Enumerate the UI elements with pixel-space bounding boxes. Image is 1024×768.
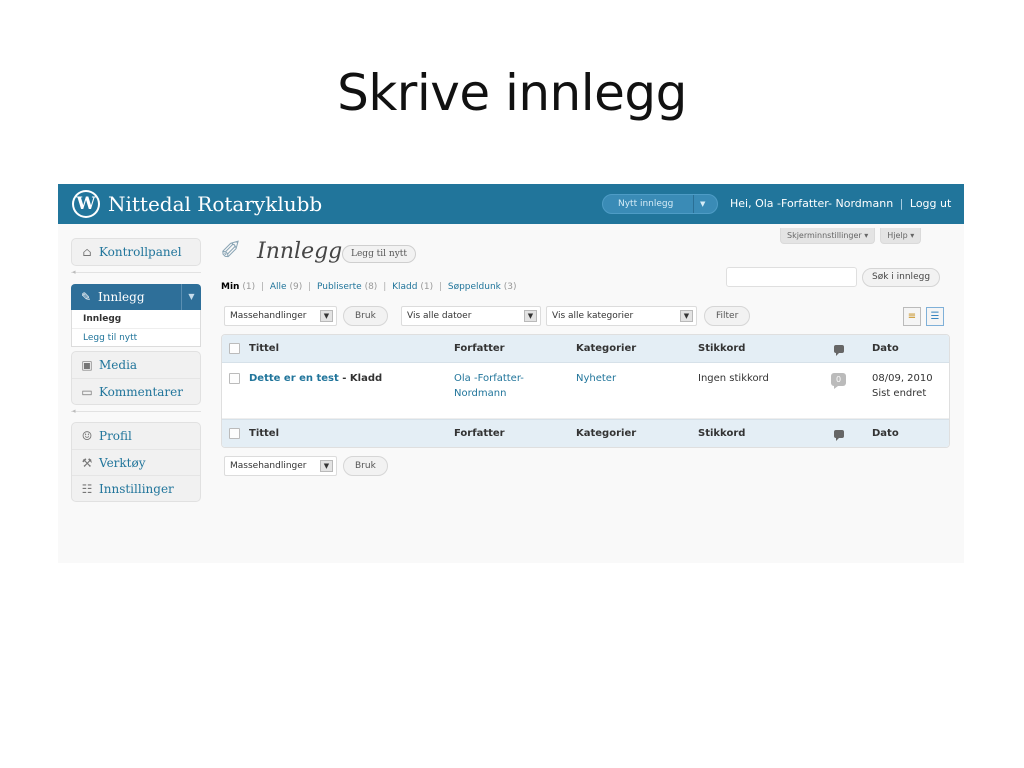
bulk-actions-select-bottom[interactable]	[224, 456, 337, 476]
comment-icon: ▭	[81, 384, 93, 399]
dropdown-arrow-icon: ▼	[320, 310, 333, 322]
user-profile-link[interactable]: Ola -Forfatter- Nordmann	[755, 197, 894, 210]
category-filter-select[interactable]	[546, 306, 697, 326]
apply-button-bottom[interactable]: Bruk	[343, 456, 388, 476]
post-title-link[interactable]: Dette er en test	[249, 373, 339, 384]
home-icon: ⌂	[82, 245, 92, 259]
comment-count-bubble[interactable]: 0	[831, 373, 846, 386]
column-tags: Stikkord	[698, 428, 746, 439]
column-date[interactable]: Dato	[872, 343, 899, 354]
sidebar-item-label: Profil	[99, 429, 132, 443]
select-value: Massehandlinger	[230, 461, 307, 471]
select-value: Vis alle kategorier	[552, 311, 634, 321]
date-filter-select[interactable]	[401, 306, 541, 326]
table-footer	[222, 419, 949, 447]
author-line: Nordmann	[454, 388, 507, 399]
sidebar-item-label: Innlegg	[98, 290, 145, 304]
post-title-cell	[249, 371, 382, 386]
submenu-item-add-new[interactable]: Legg til nytt	[72, 328, 200, 346]
favorite-separator	[693, 195, 694, 213]
column-categories: Kategorier	[576, 343, 637, 354]
sidebar-item-label: Innstillinger	[99, 481, 174, 496]
column-title[interactable]: Tittel	[249, 428, 280, 439]
submenu-item-posts[interactable]: Innlegg	[83, 314, 122, 324]
select-all-checkbox[interactable]	[229, 343, 240, 354]
chevron-down-icon[interactable]: ▼	[700, 200, 706, 208]
posts-submenu	[71, 310, 201, 347]
filter-draft[interactable]: Kladd	[392, 282, 418, 292]
list-view-icon[interactable]: ☰	[926, 307, 944, 326]
divider: |	[308, 282, 312, 292]
filter-published[interactable]: Publiserte	[317, 282, 362, 292]
sidebar-item-dashboard[interactable]	[72, 239, 200, 265]
sidebar-item-label: Kontrollpanel	[99, 245, 182, 259]
sidebar-item-media[interactable]	[72, 352, 200, 378]
select-all-checkbox[interactable]	[229, 428, 240, 439]
sidebar-item-tools[interactable]	[72, 449, 200, 475]
author-line: Ola -Forfatter-	[454, 373, 524, 384]
menu-group-dashboard	[71, 238, 201, 266]
post-date: 08/09, 2010	[872, 373, 933, 384]
greeting: Hei,	[730, 197, 752, 210]
table-row	[222, 363, 949, 419]
column-author: Forfatter	[454, 343, 505, 354]
dropdown-arrow-icon: ▼	[680, 310, 693, 322]
favorite-actions-button[interactable]	[602, 194, 718, 214]
menu-separator	[71, 411, 201, 412]
column-categories: Kategorier	[576, 428, 637, 439]
table-header	[222, 335, 949, 363]
menu-separator	[71, 272, 201, 273]
post-tags: Ingen stikkord	[698, 373, 769, 384]
search-input[interactable]	[726, 267, 857, 287]
select-value: Massehandlinger	[230, 311, 307, 321]
menu-group-posts	[71, 284, 201, 347]
row-checkbox[interactable]	[229, 373, 240, 384]
favorite-action-label: Nytt innlegg	[618, 199, 674, 209]
pushpin-icon: ✎	[80, 290, 92, 304]
sidebar-item-label: Verktøy	[99, 455, 146, 470]
tools-icon: ⚒	[81, 455, 93, 470]
divider: |	[383, 282, 387, 292]
page-title: Innlegg	[257, 239, 343, 264]
comments-column-icon[interactable]	[834, 345, 844, 353]
menu-group-settings	[71, 422, 201, 502]
post-status: Sist endret	[872, 388, 927, 399]
apply-button[interactable]: Bruk	[343, 306, 388, 326]
post-state: - Kladd	[342, 373, 383, 384]
filter-count: (1)	[420, 282, 434, 292]
post-date-cell	[872, 371, 933, 401]
admin-header	[58, 184, 964, 224]
users-icon: ☺	[81, 429, 93, 443]
pushpin-icon: ✐	[220, 236, 242, 266]
user-info	[730, 197, 951, 210]
sidebar-item-profile[interactable]	[72, 423, 200, 449]
sidebar-item-label: Kommentarer	[99, 384, 184, 399]
filter-count: (8)	[364, 282, 378, 292]
site-name[interactable]: Nittedal Rotaryklubb	[108, 192, 323, 216]
divider: |	[438, 282, 442, 292]
wordpress-logo-icon[interactable]	[72, 190, 100, 218]
filter-count: (9)	[289, 282, 303, 292]
settings-icon: ☷	[81, 481, 93, 496]
column-author: Forfatter	[454, 428, 505, 439]
sidebar-item-settings[interactable]	[72, 475, 200, 501]
logout-link[interactable]: Logg ut	[909, 197, 952, 210]
collapse-arrow-icon[interactable]: ◂	[72, 407, 76, 415]
column-title[interactable]: Tittel	[249, 343, 280, 354]
add-new-button[interactable]: Legg til nytt	[342, 245, 416, 263]
wordpress-admin-screenshot	[58, 184, 964, 563]
post-author-link[interactable]	[454, 371, 524, 401]
filter-count: (1)	[242, 282, 256, 292]
filter-button[interactable]: Filter	[704, 306, 750, 326]
media-icon: ▣	[81, 358, 93, 372]
help-tab[interactable]: Hjelp ▾	[880, 228, 921, 244]
sidebar-item-comments[interactable]	[72, 378, 200, 404]
wordpress-logo-mark: W	[74, 192, 98, 216]
filter-count: (3)	[503, 282, 517, 292]
comments-column-icon[interactable]	[834, 430, 844, 438]
screen-options-tab[interactable]: Skjerminnstillinger ▾	[780, 228, 875, 244]
submenu-toggle-icon[interactable]: ▼	[181, 284, 201, 310]
filter-trash[interactable]: Søppeldunk	[447, 282, 501, 292]
sidebar-item-label: Media	[99, 358, 138, 372]
dropdown-arrow-icon: ▼	[524, 310, 537, 322]
search-posts-button[interactable]: Søk i innlegg	[862, 268, 940, 287]
filter-all[interactable]: Alle	[269, 282, 287, 292]
excerpt-view-icon[interactable]: ≡	[903, 307, 921, 326]
slide-title: Skrive innlegg	[337, 64, 687, 122]
posts-table	[221, 334, 950, 448]
divider: |	[260, 282, 264, 292]
screen-meta-links	[780, 228, 921, 244]
dropdown-arrow-icon: ▼	[320, 460, 333, 472]
sidebar-item-posts[interactable]	[71, 284, 201, 310]
status-filter-links	[221, 282, 517, 292]
divider: |	[899, 197, 904, 210]
filter-mine[interactable]: Min	[221, 282, 240, 292]
column-tags: Stikkord	[698, 343, 746, 354]
post-category-link[interactable]: Nyheter	[576, 373, 617, 384]
collapse-arrow-icon[interactable]: ◂	[72, 268, 76, 276]
select-value: Vis alle datoer	[407, 311, 472, 321]
menu-group-content	[71, 351, 201, 405]
column-date[interactable]: Dato	[872, 428, 899, 439]
bulk-actions-select[interactable]	[224, 306, 337, 326]
